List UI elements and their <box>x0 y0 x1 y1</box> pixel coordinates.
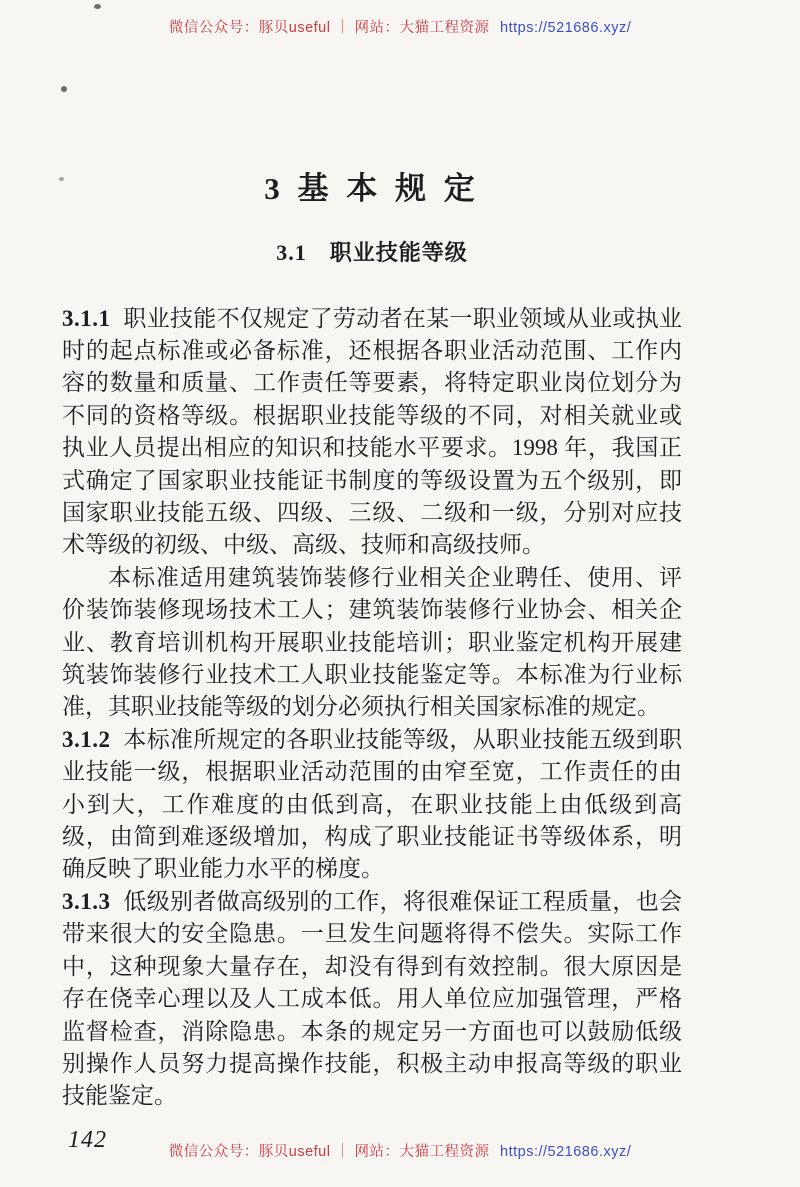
chapter-heading: 3 基 本 规 定 <box>264 171 480 206</box>
clause-number: 3.1.2 <box>62 726 111 752</box>
clause-3-1-3 <box>62 886 682 1113</box>
paragraph-scope <box>62 562 682 724</box>
page-number: 142 <box>68 1126 107 1153</box>
clause-3-1-1 <box>62 303 682 562</box>
section-heading: 3.1 职业技能等级 <box>276 240 468 266</box>
clause-number: 3.1.3 <box>62 888 111 914</box>
clause-3-1-2 <box>62 724 682 886</box>
paragraph-text: 本标准适用建筑装饰装修行业相关企业聘任、使用、评价装饰装修现场技术工人；建筑装饰装修行业协会、相关企业、教育培训机构开展职业技能培训；职业鉴定机构开展建筑装饰装修行业技术工人职业技能鉴定等。本标准为行业标准，其职业技能等级的划分必须执行相关国家标准的规定。 <box>62 564 682 720</box>
clause-number: 3.1.1 <box>62 305 111 331</box>
clause-text: 本标准所规定的各职业技能等级，从职业技能五级到职业技能一级，根据职业活动范围的由窄至宽，工作责任的由小到大，工作难度的由低到高，在职业技能上由低级到高级，由简到难逐级增加，构成了职业技能证书等级体系，明确反映了职业能力水平的梯度。 <box>62 726 682 882</box>
watermark-text: 微信公众号：豚贝useful ｜ 网站：大猫工程资源 <box>168 20 490 36</box>
watermark-bottom <box>0 1140 800 1161</box>
clause-text: 低级别者做高级别的工作，将很难保证工程质量，也会带来很大的安全隐患。一旦发生问题将得不偿失。实际工作中，这种现象大量存在，却没有得到有效控制。很大原因是存在侥幸心理以及人工成本低。用人单位应加强管理，严格监督检查，消除隐患。本条的规定另一方面也可以鼓励低级别操作人员努力提高操作技能，积极主动申报高等级的职业技能鉴定。 <box>62 888 682 1109</box>
watermark-text: 微信公众号：豚贝useful ｜ 网站：大猫工程资源 <box>168 1144 490 1160</box>
watermark-url: https://521686.xyz/ <box>500 20 632 36</box>
body-text <box>62 303 682 1113</box>
clause-text: 职业技能不仅规定了劳动者在某一职业领域从业或执业时的起点标准或必备标准，还根据各职业活动范围、工作内容的数量和质量、工作责任等要素，将特定职业岗位划分为不同的资格等级。根据职业技能等级的不同，对相关就业或执业人员提出相应的知识和技能水平要求。1998 年，我国正式确定了国家职业技能证书制度的等级设置为五个级别，即国家职业技能五级、四级、三级、二级和一级，分别对应技术等级的初级、中级、高级、技师和高级技师。 <box>62 305 682 558</box>
watermark-url: https://521686.xyz/ <box>500 1144 632 1160</box>
